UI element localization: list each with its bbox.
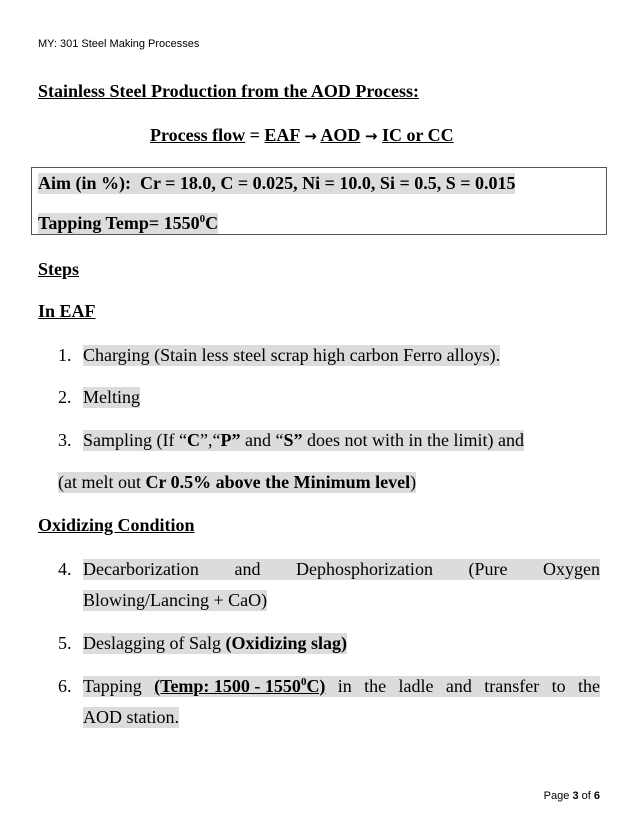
word: Dephosphorization <box>295 559 433 579</box>
sampling-p: P” <box>220 430 241 450</box>
item-sampling <box>83 430 524 451</box>
temp-sup: 0 <box>300 676 307 688</box>
sampling-text: does not with in the limit) and <box>302 430 524 450</box>
melt-out-text: (at melt out <box>58 472 146 492</box>
sampling-text: Sampling (If “ <box>83 430 187 450</box>
process-flow-eq: = <box>249 125 260 145</box>
document-header: MY: 301 Steel Making Processes <box>38 38 200 50</box>
item-decarborization <box>83 559 600 580</box>
item-number: 2. <box>58 387 72 407</box>
word: and <box>445 676 472 696</box>
process-step-ic-cc: IC or CC <box>381 125 454 145</box>
steps-heading: Steps <box>38 259 80 279</box>
process-step-eaf: EAF <box>264 125 300 145</box>
item-number: 5. <box>58 633 72 653</box>
sampling-c: C <box>186 430 200 450</box>
word: ladle <box>398 676 434 696</box>
tapping-temp-sup: 0 <box>199 213 206 225</box>
item-tapping <box>83 676 600 697</box>
word: Oxygen <box>542 559 600 579</box>
aim-line <box>38 173 515 194</box>
tapping-temp-range <box>154 676 325 697</box>
item-tapping-line2: AOD station. <box>83 707 179 727</box>
word: in <box>337 676 352 696</box>
temp-text: C) <box>306 676 326 696</box>
deslagging-bold: (Oxidizing slag) <box>225 633 347 653</box>
word: (Pure <box>468 559 508 579</box>
word: the <box>577 676 600 696</box>
melt-out-bold: Cr 0.5% above the Minimum level <box>145 472 411 492</box>
item-melting: Melting <box>83 387 140 407</box>
footer-page-label: Page <box>543 790 570 802</box>
word: Decarborization <box>83 559 199 579</box>
word: transfer <box>484 676 540 696</box>
word: to <box>551 676 566 696</box>
item-number: 4. <box>58 559 72 579</box>
word: and <box>234 559 261 579</box>
footer-page-num: 3 <box>572 790 579 802</box>
arrow-right-icon: → <box>364 127 378 145</box>
item-decarborization-line2: Blowing/Lancing + CaO) <box>83 590 268 610</box>
process-step-aod: AOD <box>320 125 361 145</box>
page-footer <box>544 790 600 802</box>
arrow-right-icon: → <box>304 127 317 145</box>
item-number: 6. <box>58 676 72 696</box>
sampling-text: and “ <box>240 430 284 450</box>
item-number: 3. <box>58 430 72 450</box>
word: the <box>364 676 387 696</box>
tapping-temp <box>38 213 218 234</box>
aim-values: Cr = 18.0, C = 0.025, Ni = 10.0, Si = 0.5, S = 0.015 <box>140 173 516 193</box>
footer-of-label: of <box>581 790 591 802</box>
eaf-heading: In EAF <box>38 301 96 321</box>
deslagging-text: Deslagging of Salg <box>83 633 226 653</box>
process-flow-label: Process flow <box>150 125 246 145</box>
word: Tapping <box>83 676 142 696</box>
oxidizing-heading: Oxidizing Condition <box>38 515 195 535</box>
melt-out-line <box>58 472 416 493</box>
tapping-temp-label: Tapping Temp= 1550 <box>38 213 200 233</box>
melt-out-text: ) <box>410 472 417 492</box>
sampling-text: ”,“ <box>199 430 221 450</box>
document-title: Stainless Steel Production from the AOD Process: <box>38 81 419 101</box>
process-flow <box>150 125 454 146</box>
tapping-temp-unit: C <box>205 213 219 233</box>
item-number: 1. <box>58 345 72 365</box>
footer-total: 6 <box>593 790 600 802</box>
item-charging: Charging (Stain less steel scrap high carbon Ferro alloys). <box>83 345 501 365</box>
temp-text: (Temp: 1500 - 1550 <box>154 676 301 696</box>
sampling-s: S” <box>283 430 303 450</box>
item-deslagging <box>83 633 347 654</box>
aim-label: Aim (in %): <box>38 173 131 193</box>
